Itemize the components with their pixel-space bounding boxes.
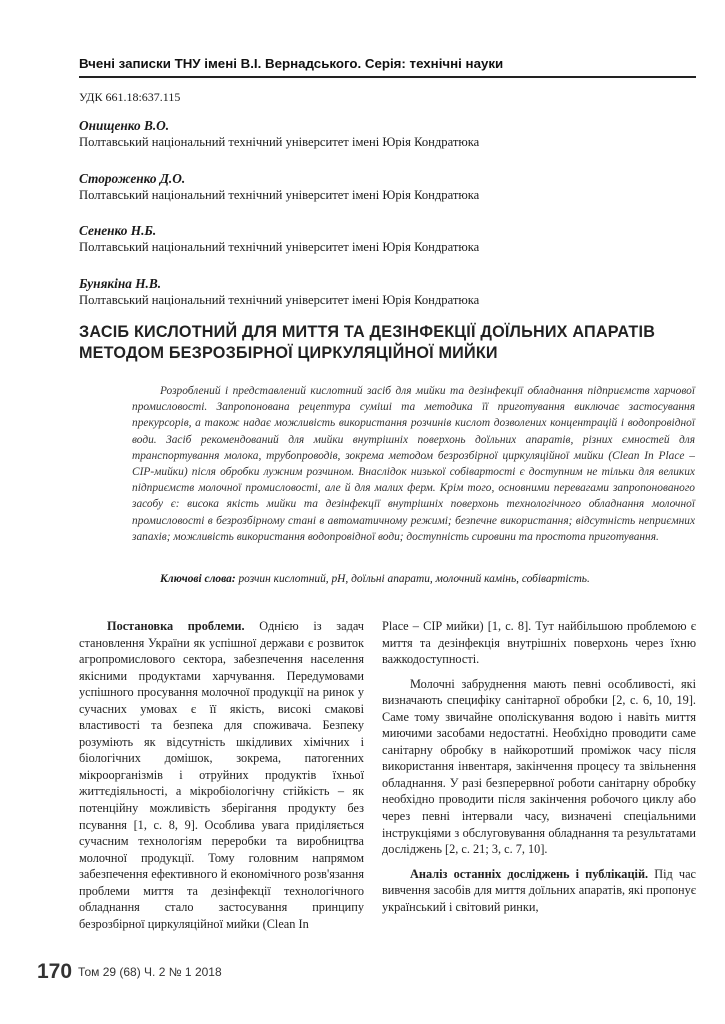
author-affiliation: Полтавський національний технічний університет імені Юрія Кондратюка <box>79 187 480 202</box>
paragraph-text: Під час вивчення засобів для миття доїльних апаратів, які пропонує український і світовий ринки, <box>382 866 696 914</box>
author-name: Стороженко Д.О. <box>79 170 186 186</box>
keywords-label: Ключові слова: <box>160 573 236 585</box>
author-block <box>79 171 699 203</box>
author-name: Бунякіна Н.В. <box>79 275 162 291</box>
page-number: 170 <box>37 960 73 983</box>
author-affiliation: Полтавський національний технічний університет імені Юрія Кондратюка <box>79 240 480 254</box>
author-block <box>79 276 699 308</box>
body-column-left <box>79 618 364 932</box>
body-paragraph: Молочні забруднення мають певні особливості, які визначають специфіку санітарної обробки [2, с. 6, 10, 19]. Саме тому звичайне ополіскування водою і навіть миття миючими засобами недостатні. Необхідно проводити саме санітарну обробку в найкоротший проміжок часу після використання інвентаря, закінчення процесу та звільнення обладнання. У разі безперервної роботи санітарну обробку необхідно проводити після закінчення робочого циклу або через певні інтервали часу, визначені спеціальними інструкціями з обслуговування обладнання та результатами досліджень [2, с. 21; 3, с. 7, 10]. <box>382 676 696 857</box>
issue-info: Том 29 (68) Ч. 2 № 1 2018 <box>78 965 222 979</box>
author-name: Сененко Н.Б. <box>79 223 157 238</box>
author-block <box>79 118 699 150</box>
author-name: Онищенко В.О. <box>79 118 170 133</box>
author-list <box>79 118 699 328</box>
body-column-right <box>382 618 696 915</box>
body-paragraph <box>382 866 696 916</box>
section-title-problem: Постановка проблеми. <box>107 619 245 633</box>
header-divider <box>79 76 696 78</box>
paragraph-text: Однією із задач становлення України як успішної держави є розвиток агропромислового сектора, забезпечення населення якісними продуктами харчування. Передумовами успішного просування молочної продукції на ринок у сучасних умовах є її якість, високі смакові властивості та безпека для споживача. Безпеку розуміють як відсутність шкідливих хімічних і біологічних домішок, зокрема, патогенних мікроорганізмів і отруйних продуктів їхньої життєдіяльності, а мікробіологічну стійкість – як потенційну можливість зберігання продукту без псування [1, с. 8, 9]. Особлива увага приділяється сучасним технологіям переробки та виробництва молочної продукції. Тому головним напрямом забезпечення ефективного й економічного розв'язання проблеми миття та дезінфекції технологічного обладнання стало застосування принципу безрозбірної циркуляційної мийки (Clean In <box>79 619 364 931</box>
section-title-analysis: Аналіз останніх досліджень і публікацій. <box>410 866 649 881</box>
page-footer <box>37 960 222 984</box>
keywords <box>160 571 700 587</box>
body-paragraph: Place – CIP мийки) [1, с. 8]. Тут найбільшою проблемою є миття та дезінфекція внутрішніх поверхонь через їхню важкодоступності. <box>382 619 696 667</box>
author-affiliation: Полтавський національний технічний університет імені Юрія Кондратюка <box>79 292 480 307</box>
article-title: ЗАСІБ КИСЛОТНИЙ ДЛЯ МИТТЯ ТА ДЕЗІНФЕКЦІЇ ДОЇЛЬНИХ АПАРАТІВ МЕТОДОМ БЕЗРОЗБІРНОЇ ЦИРКУЛЯЦІЙНОЇ МИЙКИ <box>79 323 656 362</box>
keywords-text: розчин кислотний, рН, доїльні апарати, молочний камінь, собівартість. <box>235 573 590 585</box>
journal-header: Вчені записки ТНУ імені В.І. Вернадського. Серія: технічні науки <box>79 56 504 71</box>
body-paragraph <box>79 618 364 932</box>
abstract: Розроблений і представлений кислотний засіб для мийки та дезінфекції обладнання підприємств харчової промисловості. Запропонована рецептура суміші та методика її приготування виключає застосування прекурсорів, а також надає можливість використання розчинів кислот дозволених концентрацій і водопровідної води. Засіб рекомендований для мийки внутрішніх поверхонь доїльних апаратів, різних ємностей для транспортування молока, трубопроводів, зокрема методом безрозбірної циркуляційної мийки (Clean In Place – CIP-мийки) після обробки лужним розчином. Внаслідок низької собівартості є доступним не тільки для великих підприємств молочної промисловості, але й для малих ферм. Крім того, основними перевагами запропонованого засобу є: висока якість мийки та дезінфекції внутрішніх поверхонь технологічного обладнання молочної промисловості в безрозбірному стані в автоматичному режимі; безпечне використання; відсутність неприємних запахів; можливість використання водопровідної води; доступність сировини та простота приготування. <box>132 385 695 543</box>
author-affiliation: Полтавський національний технічний університет імені Юрія Кондратюка <box>79 135 480 149</box>
author-block <box>79 223 699 255</box>
udk-code: УДК 661.18:637.115 <box>79 90 181 104</box>
